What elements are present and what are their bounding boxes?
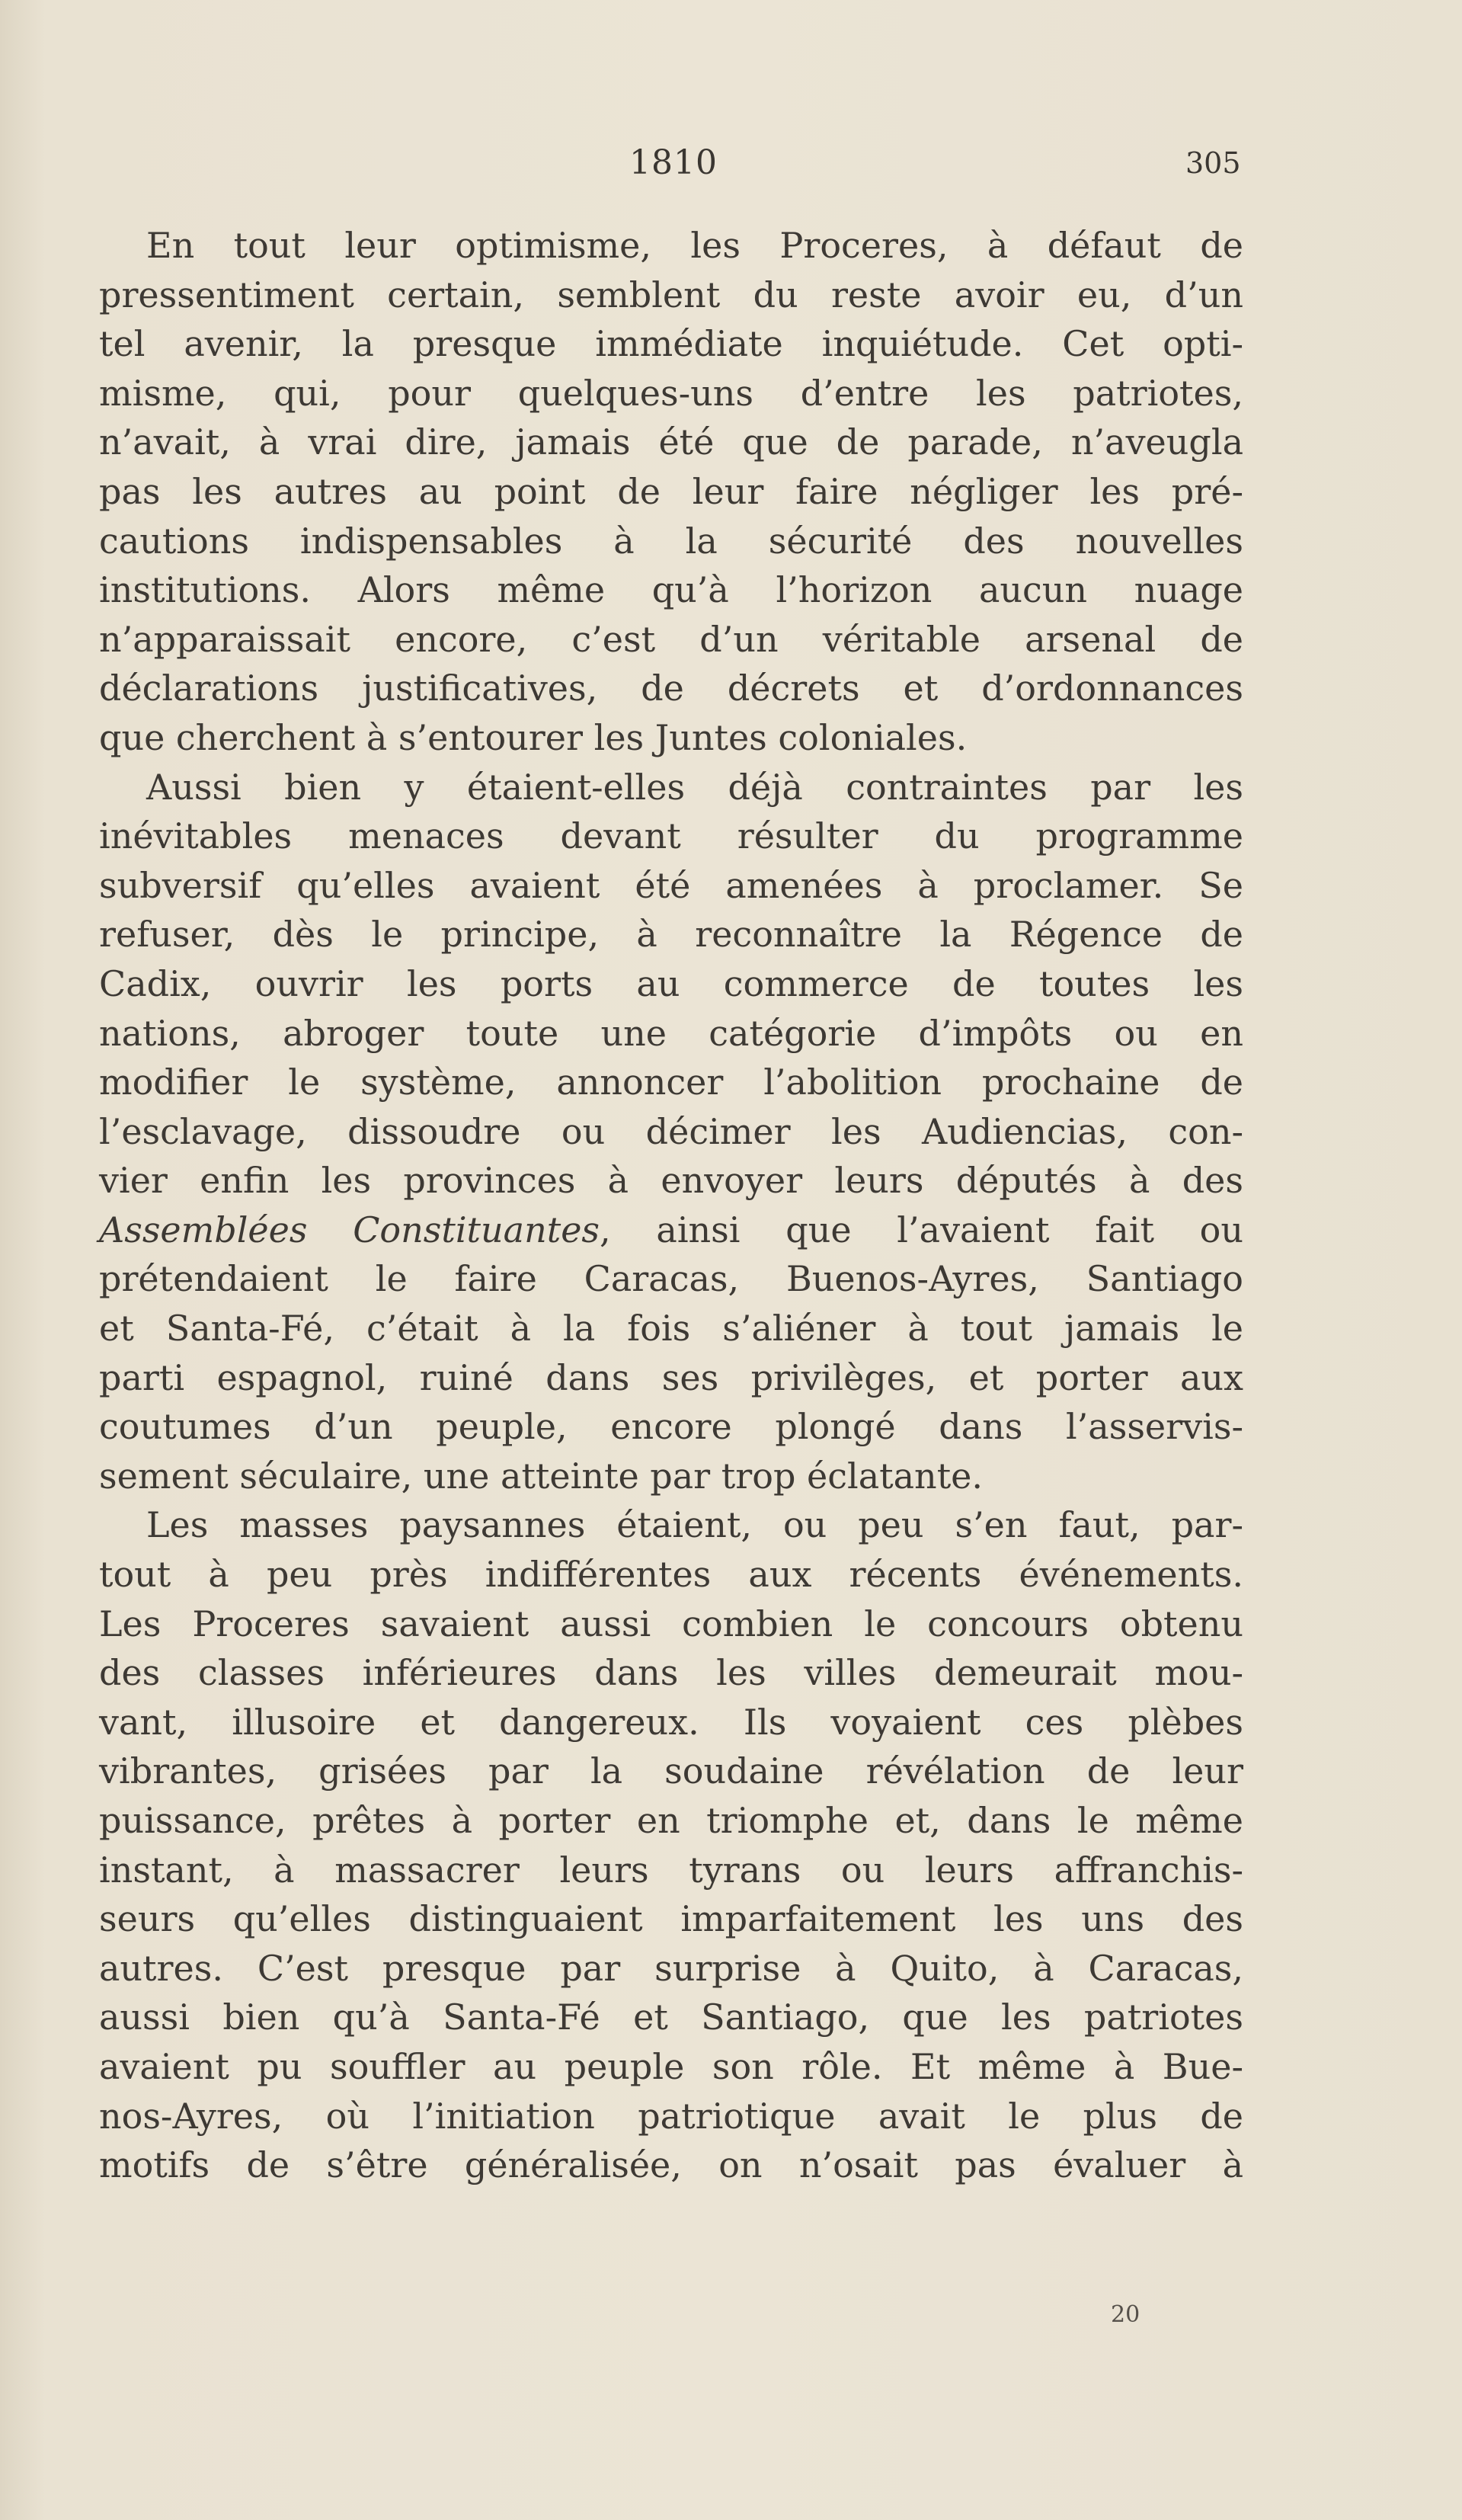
- text-line: vier enfin les provinces à envoyer leurs députés à des: [99, 1160, 1243, 1202]
- text-line: En tout leur optimisme, les Proceres, à défaut de: [146, 225, 1243, 266]
- text-line: autres. C’est presque par surprise à Quito, à Caracas,: [99, 1947, 1243, 1989]
- text-line: que cherchent à s’entourer les Juntes coloniales.: [99, 716, 968, 758]
- text-line: sement séculaire, une atteinte par trop éclatante.: [99, 1455, 984, 1497]
- text-line: institutions. Alors même qu’à l’horizon aucun nuage: [99, 569, 1243, 611]
- text-line: Les Proceres savaient aussi combien le concours obtenu: [99, 1603, 1243, 1644]
- italic-title: Assemblées Constituantes: [99, 1209, 600, 1250]
- text-line: des classes inférieures dans les villes demeurait mou-: [99, 1652, 1243, 1694]
- text-line: et Santa-Fé, c’était à la fois s’aliéner à tout jamais le: [99, 1308, 1243, 1350]
- text-line: instant, à massacrer leurs tyrans ou leurs affranchis-: [99, 1849, 1243, 1891]
- text-line: Les masses paysannes étaient, ou peu s’en faut, par-: [146, 1504, 1243, 1546]
- page-number: 305: [1185, 146, 1241, 180]
- text-line: vant, illusoire et dangereux. Ils voyaient ces plèbes: [99, 1701, 1243, 1743]
- text-line: prétendaient le faire Caracas, Buenos-Ayres, Santiago: [99, 1258, 1243, 1300]
- text-line: n’avait, à vrai dire, jamais été que de parade, n’aveugla: [99, 421, 1243, 463]
- text-line: modifier le système, annoncer l’abolition prochaine de: [99, 1061, 1243, 1103]
- text-line: nos-Ayres, où l’initiation patriotique avait le plus de: [99, 2095, 1243, 2137]
- body-text: [99, 221, 1243, 2190]
- text-line: misme, qui, pour quelques-uns d’entre les patriotes,: [99, 372, 1243, 414]
- paragraph-1: [99, 221, 1243, 763]
- text-line: nations, abroger toute une catégorie d’impôts ou en: [99, 1012, 1243, 1054]
- running-head-year: 1810: [629, 143, 718, 182]
- text-line-italic-title: Assemblées Constituantes, ainsi que l’avaient fait ou: [99, 1209, 1244, 1250]
- text-line: tel avenir, la presque immédiate inquiétude. Cet opti-: [99, 323, 1243, 365]
- text-line: Aussi bien y étaient-elles déjà contraintes par les: [146, 766, 1243, 808]
- signature-mark: 20: [1111, 2301, 1140, 2328]
- text-line: aussi bien qu’à Santa-Fé et Santiago, que les patriotes: [99, 1996, 1243, 2038]
- running-head: [0, 143, 1462, 189]
- text-line: inévitables menaces devant résulter du programme: [99, 815, 1243, 857]
- paragraph-2: [99, 763, 1243, 1501]
- text-line: motifs de s’être généralisée, on n’osait pas évaluer à: [99, 2144, 1243, 2186]
- text-line: refuser, dès le principe, à reconnaître la Régence de: [99, 914, 1243, 956]
- paragraph-3: [99, 1500, 1243, 2189]
- text-line: Cadix, ouvrir les ports au commerce de toutes les: [99, 962, 1243, 1004]
- text-line: tout à peu près indifférentes aux récents événements.: [99, 1554, 1243, 1596]
- text-line: déclarations justificatives, de décrets et d’ordonnances: [99, 668, 1243, 709]
- text-line: l’esclavage, dissoudre ou décimer les Audiencias, con-: [99, 1110, 1243, 1152]
- text-line: seurs qu’elles distinguaient imparfaitement les uns des: [99, 1898, 1243, 1940]
- text-line: subversif qu’elles avaient été amenées à proclamer. Se: [99, 864, 1243, 906]
- text-line: avaient pu souffler au peuple son rôle. Et même à Bue-: [99, 2045, 1243, 2087]
- text-line: puissance, prêtes à porter en triomphe et, dans le même: [99, 1800, 1243, 1841]
- text-line: n’apparaissait encore, c’est d’un véritable arsenal de: [99, 618, 1243, 660]
- text-line: parti espagnol, ruiné dans ses privilèges, et porter aux: [99, 1356, 1243, 1398]
- text-line: vibrantes, grisées par la soudaine révélation de leur: [99, 1750, 1243, 1792]
- text-line: coutumes d’un peuple, encore plongé dans l’asservis-: [99, 1406, 1243, 1448]
- text-line: cautions indispensables à la sécurité des nouvelles: [99, 520, 1243, 562]
- text-line: pas les autres au point de leur faire négliger les pré-: [99, 470, 1243, 512]
- text-line: pressentiment certain, semblent du reste avoir eu, d’un: [99, 274, 1243, 315]
